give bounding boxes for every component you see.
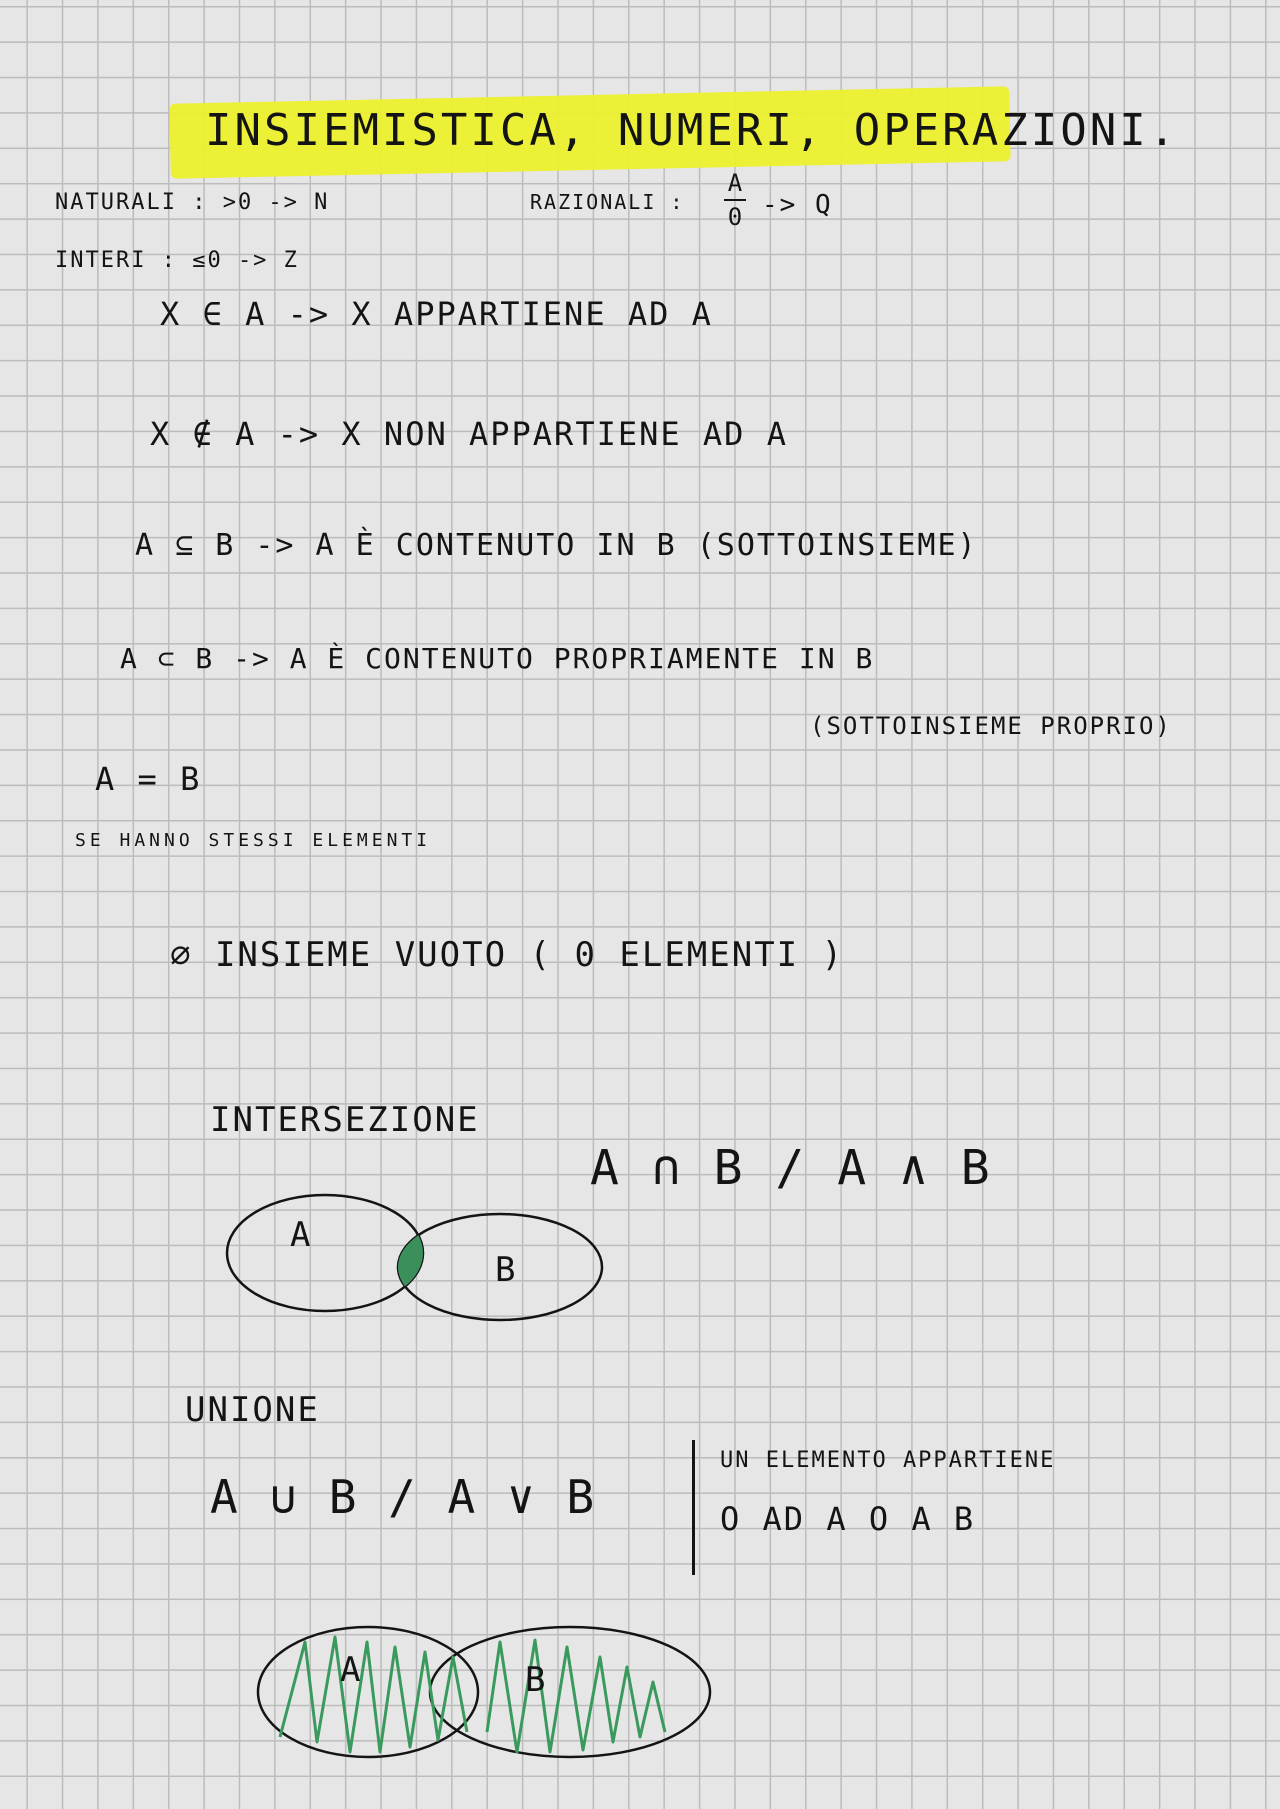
non-appartiene-line: X ∉ A -> X NON APPARTIENE AD A [150, 415, 788, 453]
union-heading: UNIONE [185, 1390, 320, 1430]
fraction-bar [724, 199, 746, 201]
intersection-venn-diagram [225, 1185, 615, 1325]
equality-expr: A = B [95, 760, 202, 798]
union-shading-a [280, 1637, 467, 1752]
page-title: INSIEMISTICA, NUMERI, OPERAZIONI. [205, 105, 1179, 156]
interi-line: INTERI : ≤0 -> Z [55, 248, 299, 273]
subset-note: (SOTTOINSIEME PROPRIO) [810, 712, 1172, 740]
union-label-b: B [525, 1660, 546, 1700]
union-shading-b [487, 1640, 665, 1752]
appartiene-line: X ∈ A -> X APPARTIENE AD A [160, 295, 713, 333]
union-note-line1: UN ELEMENTO APPARTIENE [720, 1448, 1056, 1473]
fraction-denominator: 0 [727, 203, 743, 231]
intersection-label-a: A [290, 1215, 311, 1255]
naturali-line: NATURALI : >0 -> N [55, 190, 330, 215]
union-notation: A ∪ B / A ∨ B [210, 1470, 597, 1524]
intersection-label-b: B [495, 1250, 516, 1290]
fraction-numerator: A [727, 169, 743, 197]
razionali-symbol: -> Q [762, 190, 833, 220]
union-venn-diagram [255, 1612, 715, 1762]
empty-set-line: ∅ INSIEME VUOTO ( 0 ELEMENTI ) [170, 935, 845, 975]
subseteq-line: A ⊆ B -> A È CONTENUTO IN B (SOTTOINSIEME) [135, 528, 978, 563]
subset-line: A ⊂ B -> A È CONTENUTO PROPRIAMENTE IN B [120, 642, 875, 675]
union-note-line2: O AD A O A B [720, 1500, 976, 1538]
equality-note: SE HANNO STESSI ELEMENTI [75, 830, 432, 851]
intersection-heading: INTERSEZIONE [210, 1100, 480, 1140]
set-a-ellipse [227, 1195, 423, 1311]
union-divider [692, 1440, 695, 1575]
razionali-label: RAZIONALI : [530, 190, 685, 214]
union-set-b-ellipse [430, 1627, 710, 1757]
union-label-a: A [340, 1650, 361, 1690]
intersection-notation: A ∩ B / A ∧ B [590, 1140, 992, 1196]
